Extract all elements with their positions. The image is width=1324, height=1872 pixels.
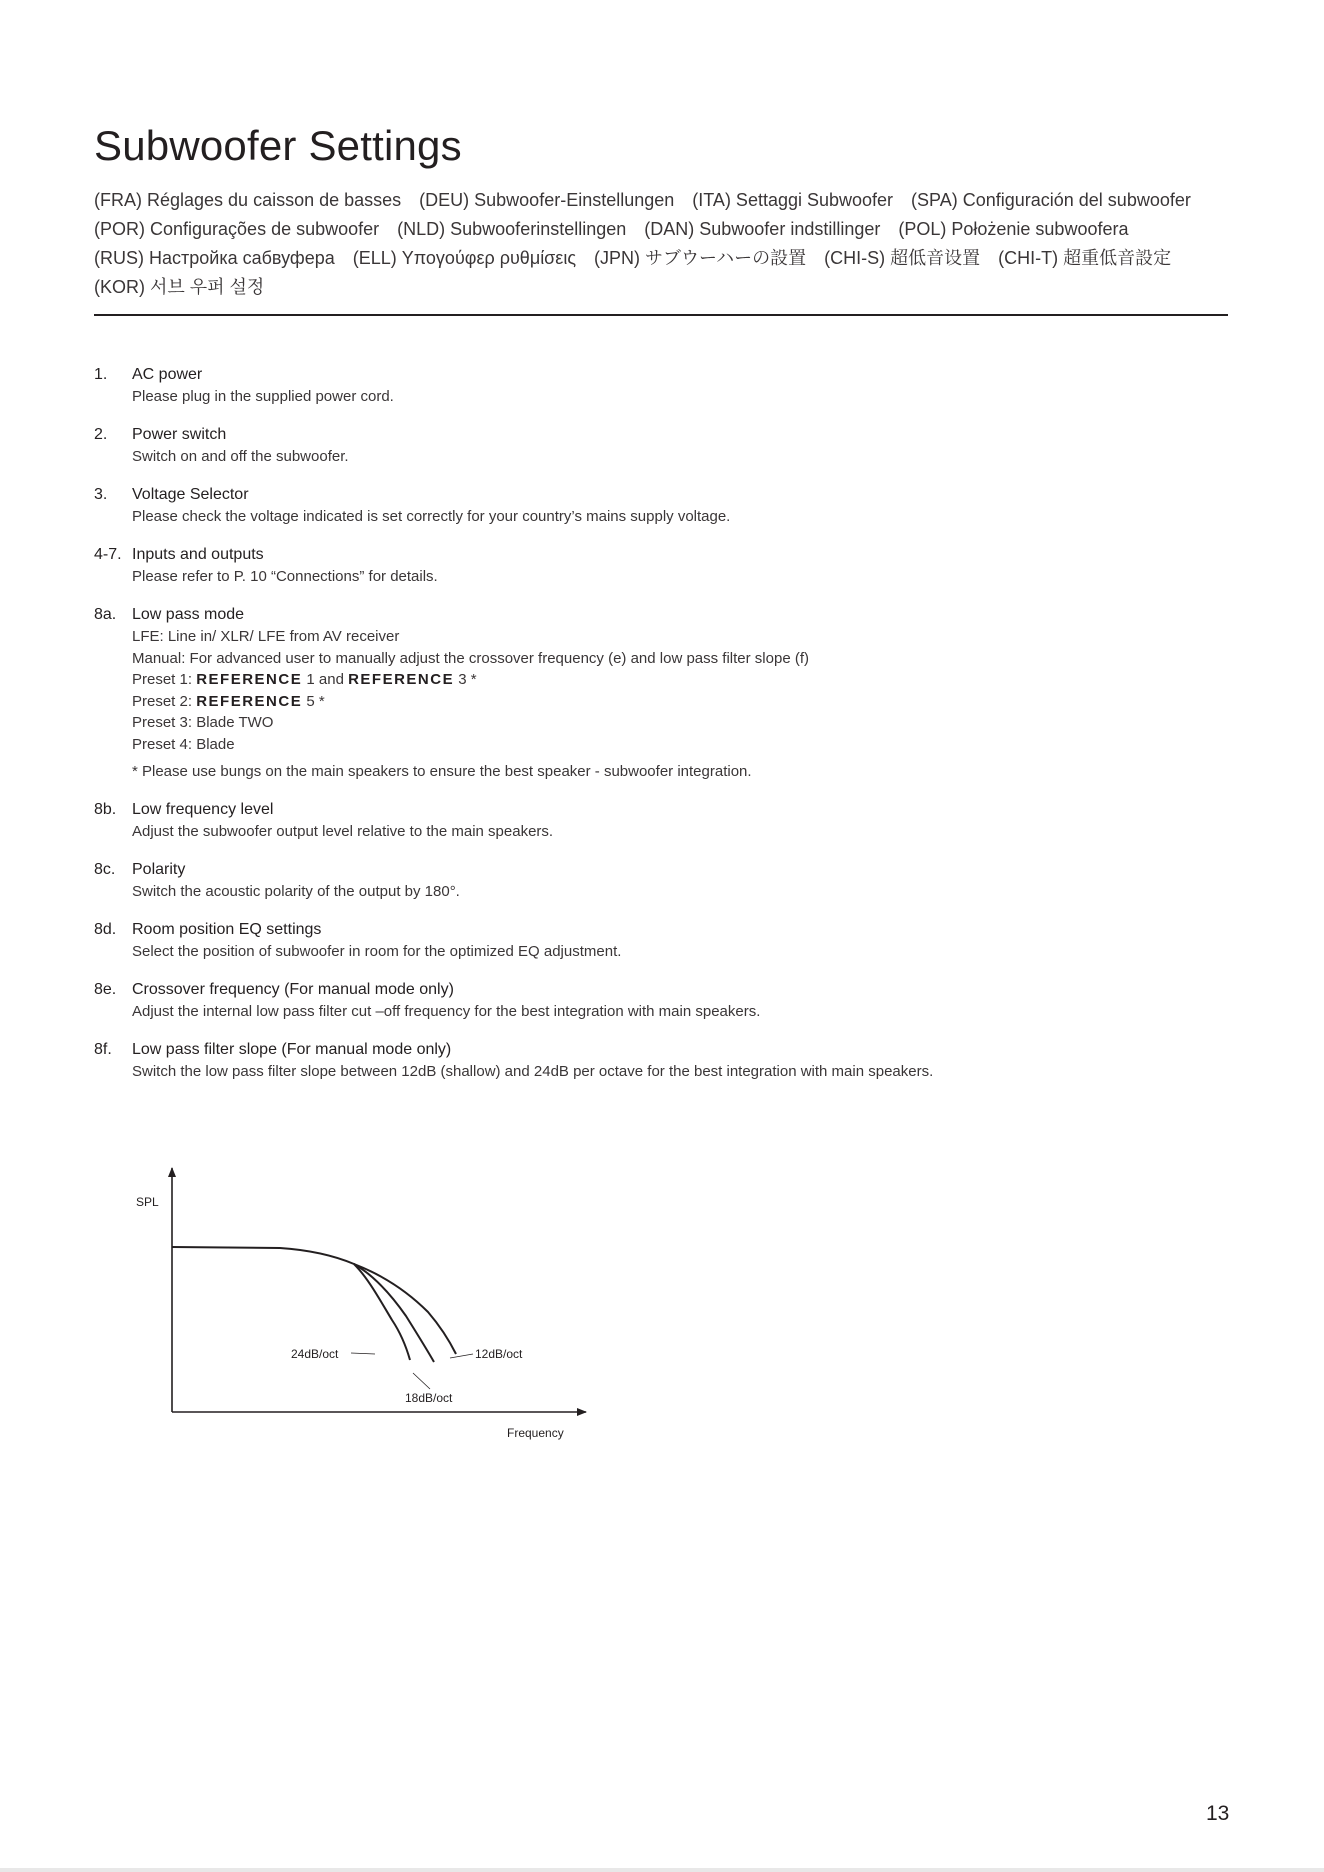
item-description: Adjust the internal low pass filter cut –off frequency for the best integration with main speakers. [132, 1003, 761, 1020]
list-item-crossover-frequency [94, 979, 1234, 1022]
translation-line [94, 186, 1234, 215]
item-number: 2. [94, 426, 108, 443]
preset-4: Preset 4: Blade [132, 735, 235, 753]
item-description: Switch on and off the subwoofer. [132, 448, 349, 465]
item-title: Polarity [132, 861, 186, 878]
item-title: Power switch [132, 426, 227, 443]
preset-label: Preset 1: [132, 671, 197, 688]
list-item-low-pass-mode [94, 604, 1234, 782]
item-title: Voltage Selector [132, 486, 249, 503]
list-item-inputs-outputs [94, 544, 1234, 587]
list-item-ac-power [94, 364, 1234, 407]
translation-fra: (FRA) Réglages du caisson de basses [94, 190, 402, 210]
translation-dan: (DAN) Subwoofer indstillinger [644, 219, 881, 239]
list-item-room-position-eq [94, 919, 1234, 962]
list-item-polarity [94, 859, 1234, 902]
page-number: 13 [1206, 1802, 1230, 1825]
preset-1 [132, 669, 1234, 691]
translation-chi-s: (CHI-S) 超低音设置 [824, 248, 981, 268]
translation-nld: (NLD) Subwooferinstellingen [397, 219, 627, 239]
preset-text: 1 and [302, 671, 349, 688]
leader-18db [413, 1373, 430, 1389]
list-item-low-pass-filter-slope [94, 1039, 1234, 1082]
item-description: Adjust the subwoofer output level relative to the main speakers. [132, 823, 554, 840]
preset-3: Preset 3: Blade TWO [132, 714, 274, 731]
item-description: Please plug in the supplied power cord. [132, 388, 394, 405]
reference-brand: REFERENCE [196, 671, 303, 688]
page-bottom-edge [0, 1868, 1324, 1872]
translation-jpn: (JPN) サブウーハーの設置 [594, 248, 807, 268]
item-description: Please refer to P. 10 “Connections” for details. [132, 568, 438, 585]
page-title: Subwoofer Settings [94, 122, 462, 169]
translation-deu: (DEU) Subwoofer-Einstellungen [419, 190, 675, 210]
item-title: Low pass filter slope (For manual mode only) [132, 1041, 452, 1058]
series-label-18db: 18dB/oct [405, 1391, 453, 1405]
item-description: Select the position of subwoofer in room for the optimized EQ adjustment. [132, 943, 622, 960]
item-number: 1. [94, 366, 108, 383]
item-title: Crossover frequency (For manual mode only) [132, 981, 454, 998]
item-number: 3. [94, 486, 108, 503]
item-number: 8d. [94, 921, 117, 938]
y-axis-label: SPL [136, 1195, 159, 1209]
x-axis-label: Frequency [507, 1426, 564, 1440]
translation-ita: (ITA) Settaggi Subwoofer [692, 190, 894, 210]
item-description: Switch the low pass filter slope between 12dB (shallow) and 24dB per octave for the best integration with main speakers. [132, 1063, 934, 1080]
item-number: 8c. [94, 861, 116, 878]
item-number: 8a. [94, 606, 117, 623]
list-item-low-frequency-level [94, 799, 1234, 842]
item-number: 8b. [94, 801, 117, 818]
series-label-24db: 24dB/oct [291, 1347, 339, 1361]
preset-text: 5 * [302, 692, 325, 710]
item-title: Low frequency level [132, 801, 274, 818]
settings-list [94, 364, 1234, 1099]
leader-12db [450, 1354, 473, 1358]
series-label-12db: 12dB/oct [475, 1347, 523, 1361]
translation-line [94, 273, 1234, 302]
translation-line [94, 244, 1234, 273]
reference-brand: REFERENCE [196, 692, 303, 710]
translation-pol: (POL) Położenie subwoofera [898, 219, 1129, 239]
bungs-note: * Please use bungs on the main speakers to ensure the best speaker - subwoofer integration. [132, 763, 752, 780]
lfe-description: LFE: Line in/ XLR/ LFE from AV receiver [132, 628, 400, 645]
leader-24db [351, 1353, 375, 1354]
title-translations [94, 186, 1234, 302]
item-description: Switch the acoustic polarity of the output by 180°. [132, 883, 460, 900]
translation-line [94, 215, 1234, 244]
item-number: 4-7. [94, 546, 122, 563]
item-number: 8f. [94, 1041, 112, 1058]
filter-slope-chart [100, 1160, 620, 1460]
translation-por: (POR) Configurações de subwoofer [94, 219, 380, 239]
translation-rus: (RUS) Настройка сабвуфера [94, 248, 335, 268]
header-divider [94, 314, 1228, 316]
preset-2 [132, 691, 1234, 713]
item-title: AC power [132, 366, 203, 383]
translation-ell: (ELL) Υπογούφερ ρυθμίσεις [352, 248, 576, 268]
item-number: 8e. [94, 981, 117, 998]
manual-description: Manual: For advanced user to manually adjust the crossover frequency (e) and low pass filter slope (f) [132, 649, 809, 667]
item-description: Please check the voltage indicated is set correctly for your country’s mains supply voltage. [132, 508, 731, 525]
item-title: Low pass mode [132, 606, 245, 623]
list-item-power-switch [94, 424, 1234, 467]
preset-text: 3 * [454, 671, 477, 688]
translation-spa: (SPA) Configuración del subwoofer [911, 190, 1191, 210]
series-line-12db [354, 1264, 456, 1354]
item-title: Room position EQ settings [132, 921, 322, 938]
translation-kor: (KOR) 서브 우퍼 설정 [94, 277, 265, 297]
item-title: Inputs and outputs [132, 546, 264, 563]
series-line-24db [172, 1247, 410, 1360]
preset-label: Preset 2: [132, 692, 197, 710]
translation-chi-t: (CHI-T) 超重低音設定 [998, 248, 1172, 268]
reference-brand: REFERENCE [348, 671, 455, 688]
list-item-voltage-selector [94, 484, 1234, 527]
